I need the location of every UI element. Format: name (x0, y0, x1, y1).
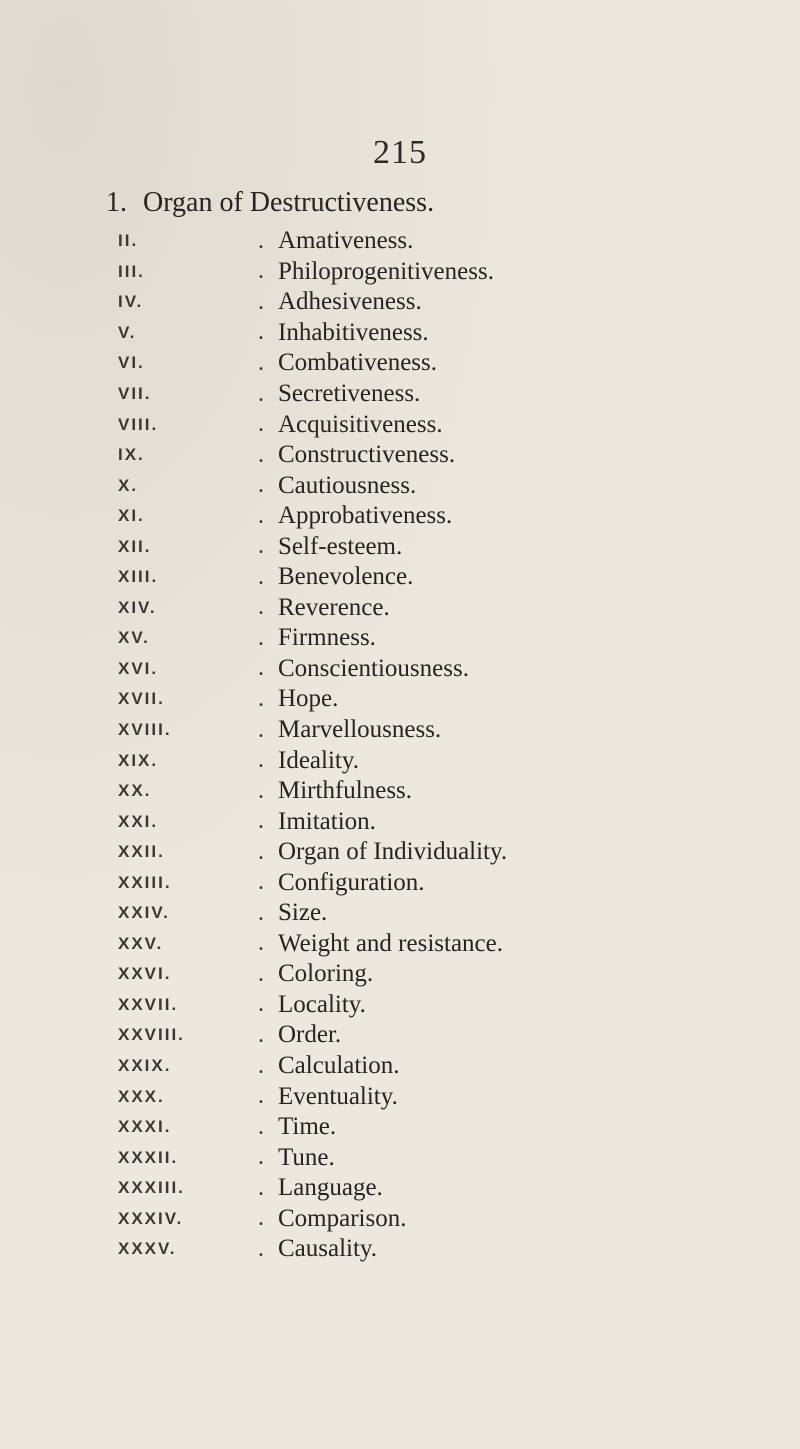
list-item (118, 1173, 758, 1204)
list-item (118, 562, 758, 593)
entry-label: Ideality. (278, 746, 359, 774)
list-item (118, 929, 758, 960)
entry-label: Configuration. (278, 868, 425, 896)
leader-dot: . (258, 716, 264, 743)
list-item (118, 898, 758, 929)
entry-number: XI. (118, 506, 145, 526)
leader-dot: . (258, 227, 264, 254)
entry-number: X. (118, 475, 139, 495)
entry-label: Amativeness. (278, 227, 414, 255)
leader-dot: . (258, 1021, 264, 1048)
entry-label: Philoprogenitiveness. (278, 257, 494, 285)
leader-dot: . (258, 991, 264, 1018)
list-item (118, 1142, 758, 1173)
list-item (118, 654, 758, 685)
list-item (118, 715, 758, 746)
list-item (118, 409, 758, 440)
entry-label: Combativeness. (278, 349, 438, 377)
list-item (118, 1112, 758, 1143)
entry-number: XXV. (118, 933, 164, 953)
list-item (118, 1204, 758, 1235)
first-entry-number: 1. (106, 187, 127, 218)
entry-number: XXVIII. (118, 1025, 185, 1045)
list-item (118, 776, 758, 807)
list-item (118, 257, 758, 288)
leader-dot: . (258, 319, 264, 346)
entry-number: XXXII. (118, 1147, 179, 1167)
leader-dot: . (258, 747, 264, 774)
entry-number: VIII. (118, 414, 159, 434)
entry-label: Size. (278, 899, 328, 927)
leader-dot: . (258, 1235, 264, 1262)
list-item (118, 806, 758, 837)
leader-dot: . (258, 441, 264, 468)
entry-number: XXIII. (118, 872, 172, 892)
list-item (118, 593, 758, 624)
leader-dot: . (258, 685, 264, 712)
leader-dot: . (258, 411, 264, 438)
entry-number: VII. (118, 384, 152, 403)
entry-number: II. (118, 231, 139, 251)
entry-number: XXVI. (118, 964, 172, 984)
leader-dot: . (258, 624, 264, 651)
list-item (118, 837, 758, 868)
entry-number: VI. (118, 353, 145, 373)
list-item (118, 440, 758, 471)
leader-dot: . (258, 502, 264, 529)
entry-number: XIII. (118, 567, 159, 587)
entry-number: XXIX. (118, 1056, 172, 1076)
entry-number: III. (118, 261, 145, 281)
leader-dot: . (258, 930, 264, 957)
entry-label: Organ of Individuality. (278, 838, 508, 866)
list-item (118, 745, 758, 776)
first-entry-label: Organ of Destructiveness. (143, 187, 435, 218)
entry-label: Imitation. (278, 807, 376, 835)
leader-dot: . (258, 960, 264, 987)
entry-label: Coloring. (278, 960, 374, 988)
entry-number: XX. (118, 781, 152, 801)
entry-number: XXIV. (118, 903, 170, 923)
entry-label: Marvellousness. (278, 716, 442, 744)
list-item (118, 501, 758, 532)
leader-dot: . (258, 777, 264, 804)
page-number: 215 (373, 134, 427, 171)
entry-number: XVI. (118, 658, 159, 678)
leader-dot: . (258, 380, 264, 407)
entry-label: Comparison. (278, 1204, 407, 1232)
entry-label: Language. (278, 1174, 383, 1202)
entry-number: XVII. (118, 689, 165, 709)
entry-label: Causality. (278, 1235, 378, 1263)
entry-number: IV. (118, 292, 144, 312)
leader-dot: . (258, 655, 264, 682)
entry-number: XXXI. (118, 1117, 172, 1137)
list-item (118, 867, 758, 898)
entry-number: IX. (118, 445, 145, 465)
leader-dot: . (258, 869, 264, 896)
entry-number: XXII. (118, 842, 165, 862)
entry-label: Hope. (278, 685, 339, 713)
leader-dot: . (258, 1113, 264, 1140)
entry-number: XV. (118, 628, 150, 648)
list-item (118, 348, 758, 379)
entry-label: Self-esteem. (278, 532, 403, 560)
list-item (118, 318, 758, 349)
entry-number: XXX. (118, 1086, 165, 1106)
entry-label: Locality. (278, 990, 366, 1018)
entry-label: Tune. (278, 1143, 335, 1171)
entry-label: Conscientiousness. (278, 654, 469, 682)
entry-label: Constructiveness. (278, 441, 456, 469)
entry-number: XXXV. (118, 1239, 177, 1259)
list-item (118, 1081, 758, 1112)
leader-dot: . (258, 1144, 264, 1171)
entry-label: Eventuality. (278, 1082, 398, 1110)
entry-label: Approbativeness. (278, 502, 453, 530)
leader-dot: . (258, 899, 264, 926)
list-item (118, 531, 758, 562)
organ-list (118, 226, 758, 1265)
entry-number: XXXIII. (118, 1178, 185, 1198)
list-item (118, 959, 758, 990)
leader-dot: . (258, 594, 264, 621)
leader-dot: . (258, 563, 264, 590)
entry-label: Mirthfulness. (278, 777, 413, 805)
leader-dot: . (258, 1083, 264, 1110)
leader-dot: . (258, 258, 264, 285)
leader-dot: . (258, 1205, 264, 1232)
list-item (118, 1020, 758, 1051)
list-item (118, 470, 758, 501)
list-item (118, 623, 758, 654)
leader-dot: . (258, 1052, 264, 1079)
list-item (118, 379, 758, 410)
leader-dot: . (258, 349, 264, 376)
entry-label: Benevolence. (278, 563, 414, 591)
entry-number: V. (118, 322, 137, 342)
list-item (118, 226, 758, 257)
entry-label: Time. (278, 1113, 337, 1141)
leader-dot: . (258, 838, 264, 865)
entry-number: XVIII. (118, 720, 172, 740)
entry-number: XIX. (118, 750, 159, 770)
entry-label: Calculation. (278, 1052, 400, 1080)
entry-label: Inhabitiveness. (278, 318, 429, 346)
leader-dot: . (258, 288, 264, 315)
first-entry (106, 187, 434, 219)
list-item (118, 287, 758, 318)
entry-label: Weight and resistance. (278, 929, 503, 957)
leader-dot: . (258, 533, 264, 560)
entry-number: XXXIV. (118, 1208, 184, 1228)
list-item (118, 684, 758, 715)
entry-label: Reverence. (278, 593, 390, 621)
entry-label: Adhesiveness. (278, 288, 422, 316)
entry-number: XIV. (118, 597, 157, 617)
entry-number: XXVII. (118, 994, 179, 1014)
entry-label: Firmness. (278, 624, 376, 652)
list-item (118, 1234, 758, 1265)
entry-number: XXI. (118, 811, 159, 831)
leader-dot: . (258, 1174, 264, 1201)
entry-label: Secretiveness. (278, 380, 421, 407)
entry-label: Acquisitiveness. (278, 410, 443, 438)
entry-label: Cautiousness. (278, 471, 417, 499)
leader-dot: . (258, 472, 264, 499)
list-item (118, 990, 758, 1021)
list-item (118, 1051, 758, 1082)
leader-dot: . (258, 808, 264, 835)
entry-number: XII. (118, 536, 152, 556)
entry-label: Order. (278, 1021, 342, 1049)
